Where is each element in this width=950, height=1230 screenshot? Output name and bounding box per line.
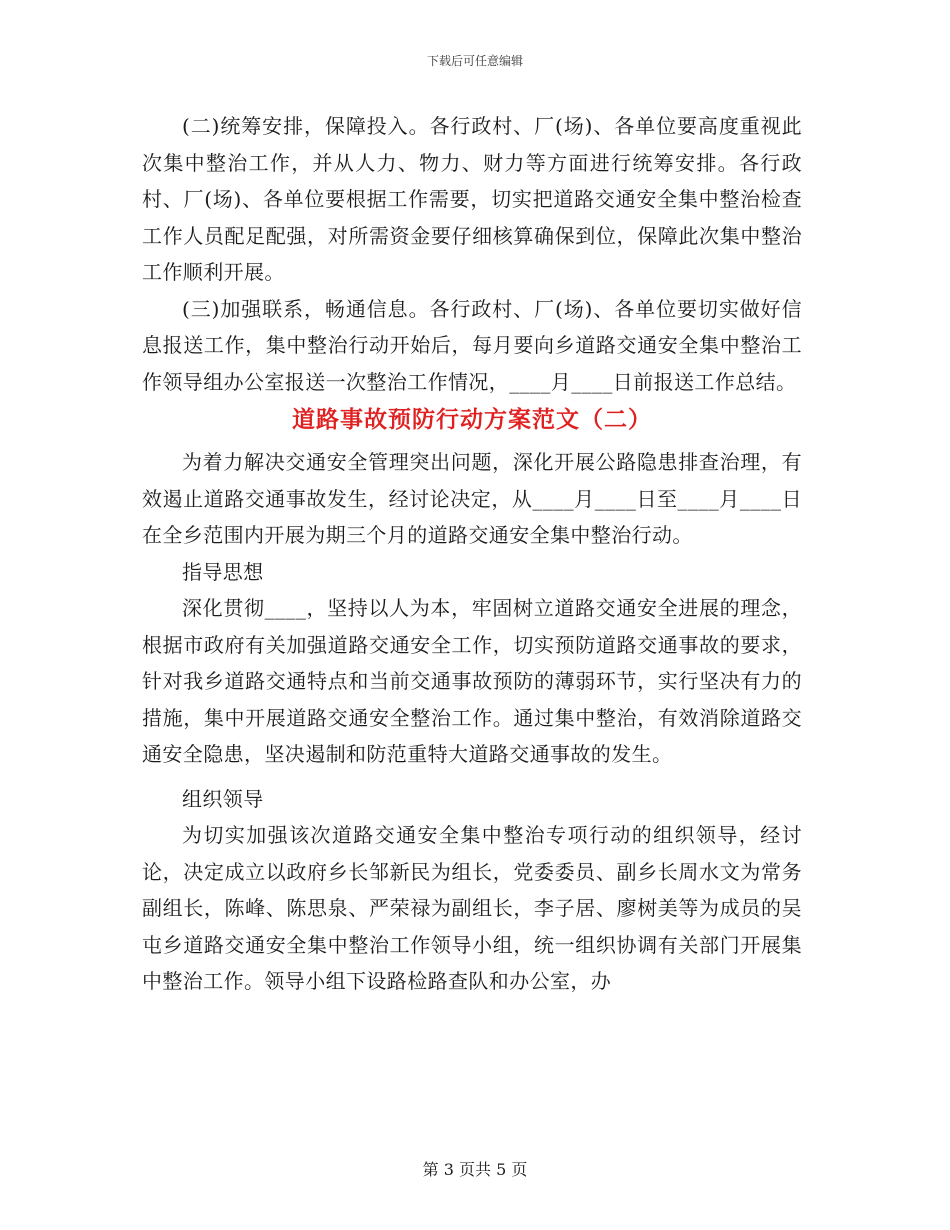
document-body bbox=[142, 108, 802, 1000]
subheading-organization: 组织领导 bbox=[182, 786, 264, 811]
paragraph-communication: (三)加强联系，畅通信息。各行政村、厂(场)、各单位要切实做好信息报送工作，集中整治行动开始后，每月要向乡道路交通安全集中整治工作领导组办公室报送一次整治工作情况，____月____日前报送工作总结。 bbox=[142, 296, 802, 394]
paragraph-guiding-thought: 深化贯彻____，坚持以人为本，牢固树立道路交通安全进展的理念，根据市政府有关加强道路交通安全工作，切实预防道路交通事故的要求，针对我乡道路交通特点和当前交通事故预防的薄弱环节，实行坚决有力的措施，集中开展道路交通安全整治工作。通过集中整治，有效消除道路交通安全隐患，坚决遏制和防范重特大道路交通事故的发生。 bbox=[142, 596, 802, 766]
paragraph-organization: 为切实加强该次道路交通安全集中整治专项行动的组织领导，经讨论，决定成立以政府乡长邹新民为组长，党委委员、副乡长周水文为常务副组长，陈峰、陈思泉、严荣禄为副组长，李子居、廖树美等为成员的吴屯乡道路交通安全集中整治工作领导小组，统一组织协调有关部门开展集中整治工作。领导小组下设路检路查队和办公室，办 bbox=[142, 823, 802, 993]
page-number-footer: 第 3 页共 5 页 bbox=[422, 1160, 528, 1179]
paragraph-coordination: (二)统筹安排，保障投入。各行政村、厂(场)、各单位要高度重视此次集中整治工作，并从人力、物力、财力等方面进行统筹安排。各行政村、厂(场)、各单位要根据工作需要，切实把道路交通安全集中整治检查工作人员配足配强，对所需资金要仔细核算确保到位，保障此次集中整治工作顺利开展。 bbox=[142, 114, 802, 284]
paragraph-intro: 为着力解决交通安全管理突出问题，深化开展公路隐患排查治理，有效遏止道路交通事故发生，经讨论决定，从____月____日至____月____日在全乡范围内开展为期三个月的道路交通安全集中整治行动。 bbox=[142, 450, 802, 547]
subheading-guiding-thought: 指导思想 bbox=[182, 559, 264, 584]
page-header: 下载后可任意编辑 bbox=[426, 54, 523, 68]
section-title: 道路事故预防行动方案范文（二） bbox=[292, 406, 652, 433]
